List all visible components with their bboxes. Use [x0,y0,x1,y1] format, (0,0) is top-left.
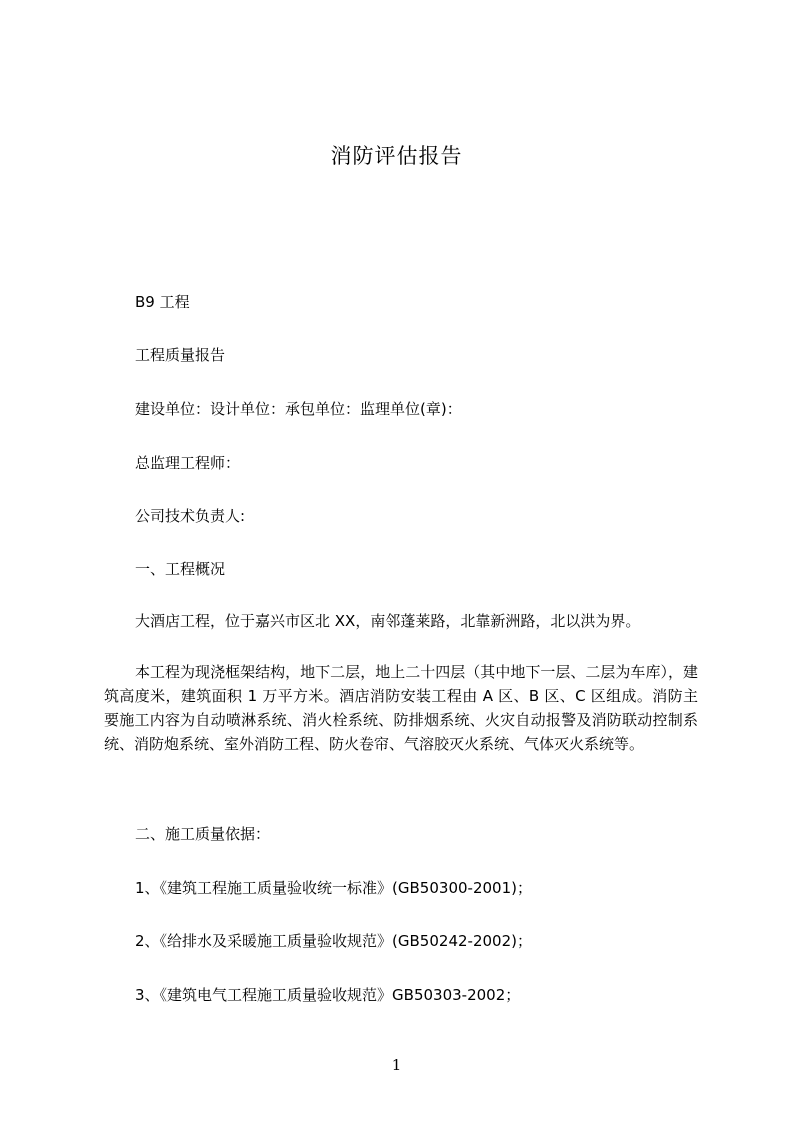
technical-lead-line: 公司技术负责人: [135,507,246,525]
project-name: B9 工程 [135,293,190,311]
section-heading-basis: 二、施工质量依据： [135,825,271,843]
page-number: 1 [391,1056,402,1074]
overview-paragraph: 本工程为现浇框架结构，地下二层，地上二十四层（其中地下一层、二层为车库），建筑高度米，建筑面积 1 万平方米。酒店消防安装工程由 A 区、B 区、C 区组成。消防主要施工内容为自动喷淋系统、消火栓系统、防排烟系统、火灾自动报警及消防联动控制系统、消防炮系统、室外消防工程、防火卷帘、气溶胶灭火系统、气体灭火系统等。 [104,663,698,753]
document-title: 消防评估报告 [330,144,463,168]
chief-supervisor-line: 总监理工程师： [135,454,241,472]
units-line: 建设单位：设计单位：承包单位：监理单位(章)： [135,400,462,418]
report-subtitle: 工程质量报告 [135,346,226,364]
basis-item-1: 1、《建筑工程施工质量验收统一标准》(GB50300-2001)； [135,879,532,897]
overview-location-line: 大酒店工程，位于嘉兴市区北 XX，南邻蓬莱路，北靠新洲路，北以洪为界。 [135,612,641,630]
section-heading-overview: 一、工程概况 [135,560,226,578]
basis-item-2: 2、《给排水及采暖施工质量验收规范》(GB50242-2002)； [135,932,532,950]
basis-item-3: 3、《建筑电气工程施工质量验收规范》GB50303-2002； [135,986,521,1004]
